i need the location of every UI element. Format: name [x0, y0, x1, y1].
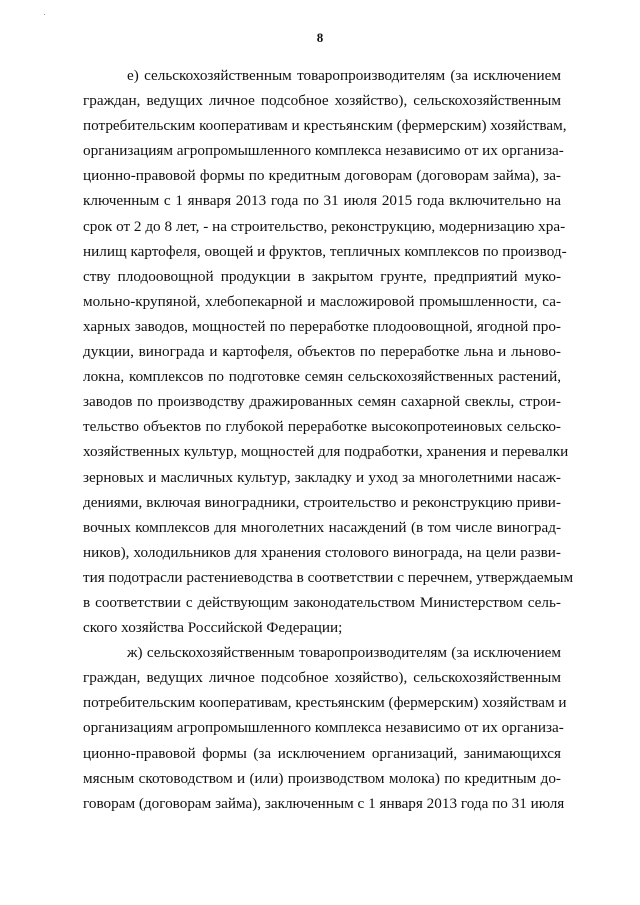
text-line: тия подотрасли растениеводства в соответствии с перечнем, утверждаемым: [83, 568, 574, 586]
text-line: в соответствии с действующим законодательством Министерством сель-: [83, 593, 561, 611]
scan-speck: [44, 14, 45, 15]
text-line: дукции, винограда и картофеля, объектов по переработке льна и льново-: [83, 343, 561, 361]
paragraph: [83, 65, 574, 642]
page-number: 8: [316, 30, 324, 45]
text-line: зерновых и масличных культур, закладку и уход за многолетними насаж-: [83, 468, 561, 486]
text-line: срок от 2 до 8 лет, - на строительство, реконструкцию, модернизацию хра-: [83, 217, 566, 235]
text-line: ключенным с 1 января 2013 года по 31 июля 2015 года включительно на: [83, 192, 561, 210]
text-line: ж) сельскохозяйственным товаропроизводителям (за исключением: [127, 644, 561, 662]
text-line: ского хозяйства Российской Федерации;: [83, 619, 343, 637]
text-line: говорам (договорам займа), заключенным с 1 января 2013 года по 31 июля: [83, 794, 565, 812]
text-line: тельство объектов по глубокой переработке высокопротеиновых сельско-: [83, 418, 561, 436]
text-line: граждан, ведущих личное подсобное хозяйство), сельскохозяйственным: [83, 669, 561, 687]
text-line: ников), холодильников для хранения столового винограда, на цели разви-: [83, 543, 561, 561]
text-line: ционно-правовой формы (за исключением организаций, занимающихся: [83, 744, 561, 762]
text-line: нилищ картофеля, овощей и фруктов, тепличных комплексов по производ-: [83, 242, 567, 260]
text-line: локна, комплексов по подготовке семян сельскохозяйственных растений,: [83, 368, 561, 386]
text-line: организациям агропромышленного комплекса независимо от их организа-: [83, 142, 564, 160]
text-line: мольно-крупяной, хлебопекарной и масложировой промышленности, са-: [83, 292, 561, 310]
text-line: потребительским кооперативам и крестьянским (фермерским) хозяйствам,: [83, 117, 567, 135]
paragraph: [83, 642, 567, 818]
text-line: потребительским кооперативам, крестьянским (фермерским) хозяйствам и: [83, 694, 567, 712]
text-line: вочных комплексов для многолетних насаждений (в том числе виноград-: [83, 518, 561, 536]
text-line: граждан, ведущих личное подсобное хозяйство), сельскохозяйственным: [83, 92, 561, 110]
document-body: [83, 65, 574, 818]
text-line: ству плодоовощной продукции в закрытом грунте, предприятий муко-: [83, 267, 561, 285]
text-line: дениями, включая виноградники, строительство и реконструкцию приви-: [83, 493, 561, 511]
text-line: организациям агропромышленного комплекса независимо от их организа-: [83, 719, 564, 737]
text-line: хозяйственных культур, мощностей для подработки, хранения и перевалки: [83, 443, 569, 461]
text-line: е) сельскохозяйственным товаропроизводителям (за исключением: [127, 67, 561, 84]
text-line: заводов по производству дражированных семян сахарной свеклы, строи-: [83, 393, 561, 411]
text-line: ционно-правовой формы по кредитным договорам (договорам займа), за-: [83, 167, 561, 185]
text-line: мясным скотоводством и (или) производством молока) по кредитным до-: [83, 769, 561, 787]
text-line: харных заводов, мощностей по переработке плодоовощной, ягодной про-: [83, 317, 561, 335]
